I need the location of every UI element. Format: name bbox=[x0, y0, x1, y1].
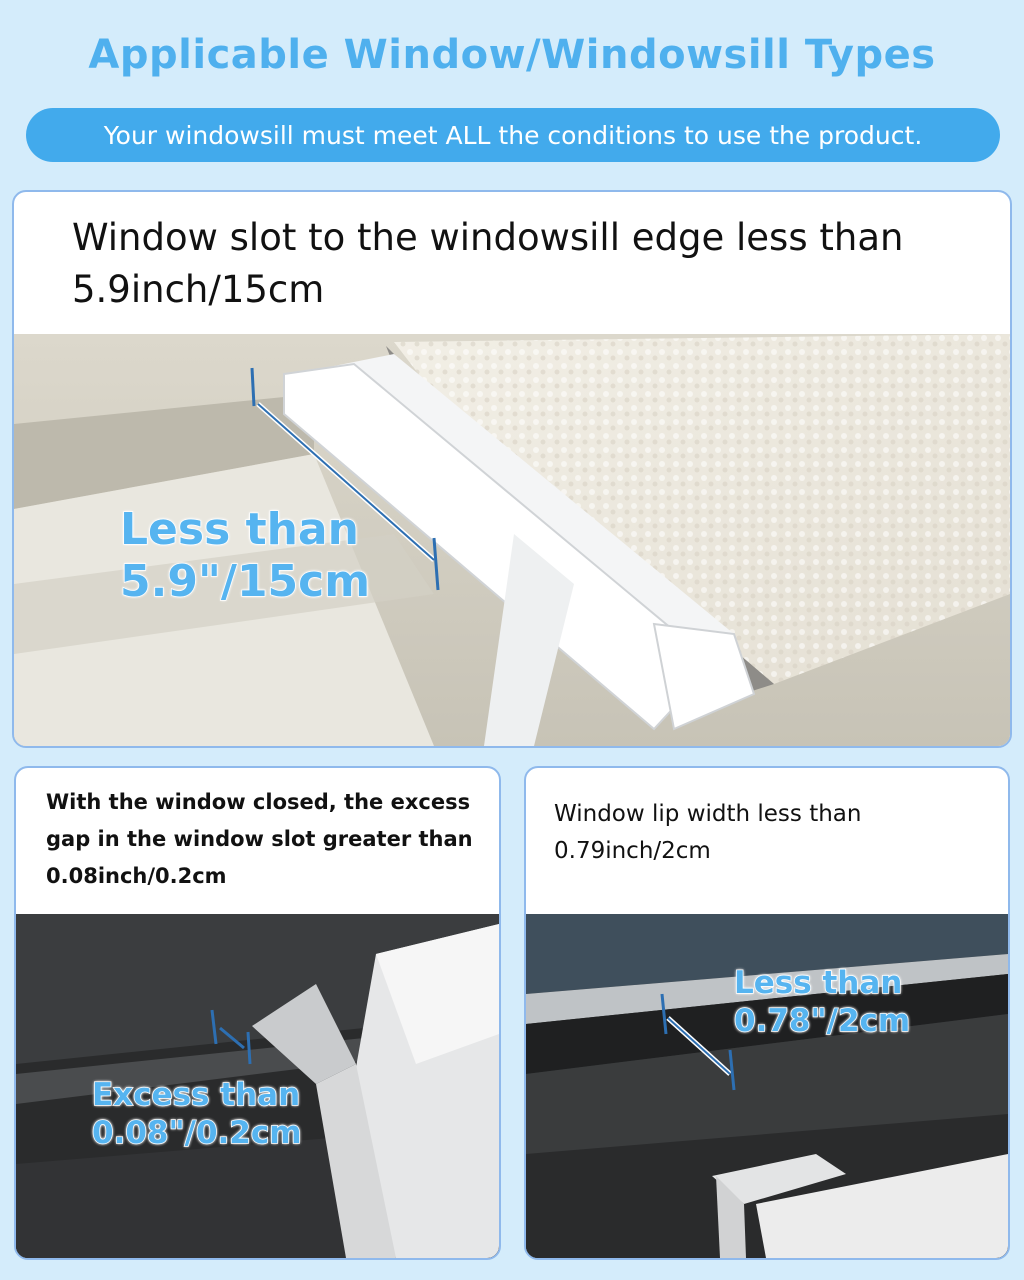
sill-depth-callout-line2: 5.9"/15cm bbox=[120, 556, 371, 607]
requirement-banner-text: Your windowsill must meet ALL the conditions to use the product. bbox=[103, 120, 923, 150]
lip-width-callout bbox=[734, 964, 910, 1040]
sill-depth-photo bbox=[14, 334, 1010, 746]
lip-width-card bbox=[524, 766, 1010, 1260]
slot-gap-callout-line2: 0.08"/0.2cm bbox=[92, 1115, 302, 1151]
slot-gap-callout bbox=[92, 1076, 302, 1152]
slot-gap-callout-line1: Excess than bbox=[92, 1077, 301, 1113]
sill-depth-callout-line1: Less than bbox=[120, 504, 359, 555]
slot-gap-photo bbox=[16, 914, 499, 1258]
requirement-banner bbox=[26, 108, 1000, 162]
lip-width-heading: Window lip width less than 0.79inch/2cm bbox=[554, 801, 862, 864]
lip-width-photo bbox=[526, 914, 1008, 1258]
sill-depth-card bbox=[12, 190, 1012, 748]
sill-depth-heading: Window slot to the windowsill edge less than 5.9inch/15cm bbox=[72, 216, 904, 311]
sill-depth-callout bbox=[120, 504, 370, 608]
slot-gap-card bbox=[14, 766, 501, 1260]
lip-width-callout-line1: Less than bbox=[734, 965, 903, 1001]
slot-gap-heading: With the window closed, the excess gap in the window slot greater than 0.08inch/0.2cm bbox=[46, 790, 473, 888]
page-title: Applicable Window/Windowsill Types bbox=[88, 32, 936, 78]
lip-width-callout-line2: 0.78"/2cm bbox=[734, 1003, 911, 1039]
